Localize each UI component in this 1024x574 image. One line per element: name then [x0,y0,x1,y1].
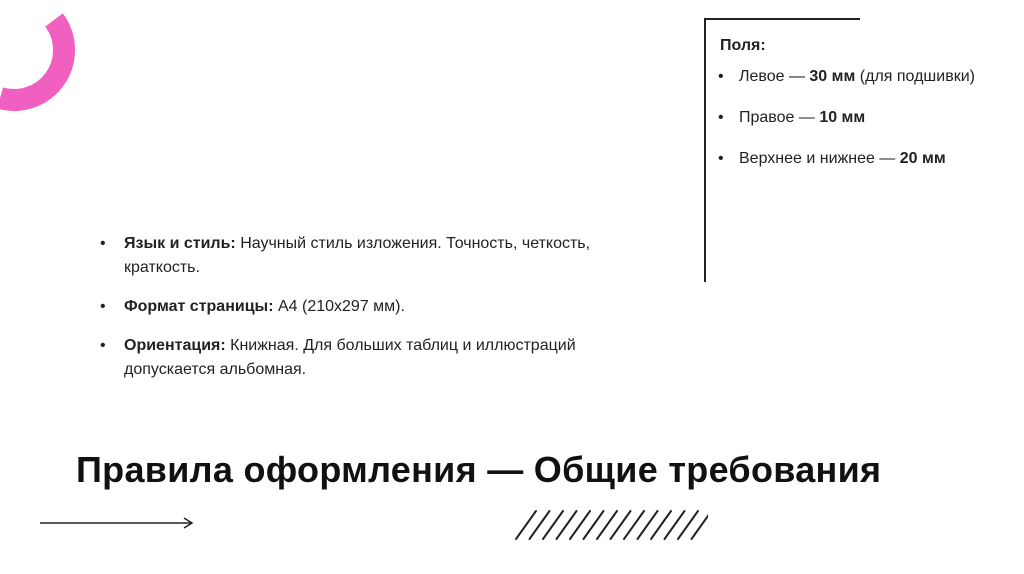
margins-title: Поля: [720,37,766,54]
requirement-text: А4 (210х297 мм). [273,298,405,315]
bullet-icon: • [100,235,106,252]
margin-item-value: 20 мм [899,150,946,167]
requirement-page-format [100,295,620,319]
bullet-icon: • [718,68,724,85]
arrow-right-icon [40,516,196,530]
margin-item-left [718,66,975,88]
margins-list [718,66,975,189]
margin-item-prefix: Верхнее и нижнее — [739,150,900,167]
bullet-icon: • [100,298,106,315]
requirement-label: Язык и стиль: [124,235,236,252]
margin-item-right [718,107,975,129]
bullet-icon: • [718,150,724,167]
pink-arc-decoration [0,0,80,120]
margin-item-prefix: Правое — [739,109,820,126]
margin-item-top-bottom [718,148,975,170]
panel-horizontal-line [704,18,860,20]
requirement-language [100,232,620,280]
requirement-text: Научный стиль изложения. Точность, четкость, краткость. [124,235,591,276]
requirements-list [100,232,620,397]
bullet-icon: • [718,109,724,126]
requirement-label: Формат страницы: [124,298,274,315]
margin-item-prefix: Левое — [739,68,810,85]
margin-item-value: 30 мм [809,68,856,85]
margins-panel [704,18,1024,282]
margin-item-value: 10 мм [819,109,866,126]
panel-vertical-line [704,18,706,282]
requirement-text: Книжная. Для больших таблиц и иллюстраций допускается альбомная. [124,337,576,378]
bullet-icon: • [100,337,106,354]
hatch-lines-decoration [512,508,708,542]
page-title: Правила оформления — Общие требования [76,449,882,490]
requirement-label: Ориентация: [124,337,226,354]
margin-item-suffix: (для подшивки) [855,68,975,85]
requirement-orientation [100,334,620,382]
